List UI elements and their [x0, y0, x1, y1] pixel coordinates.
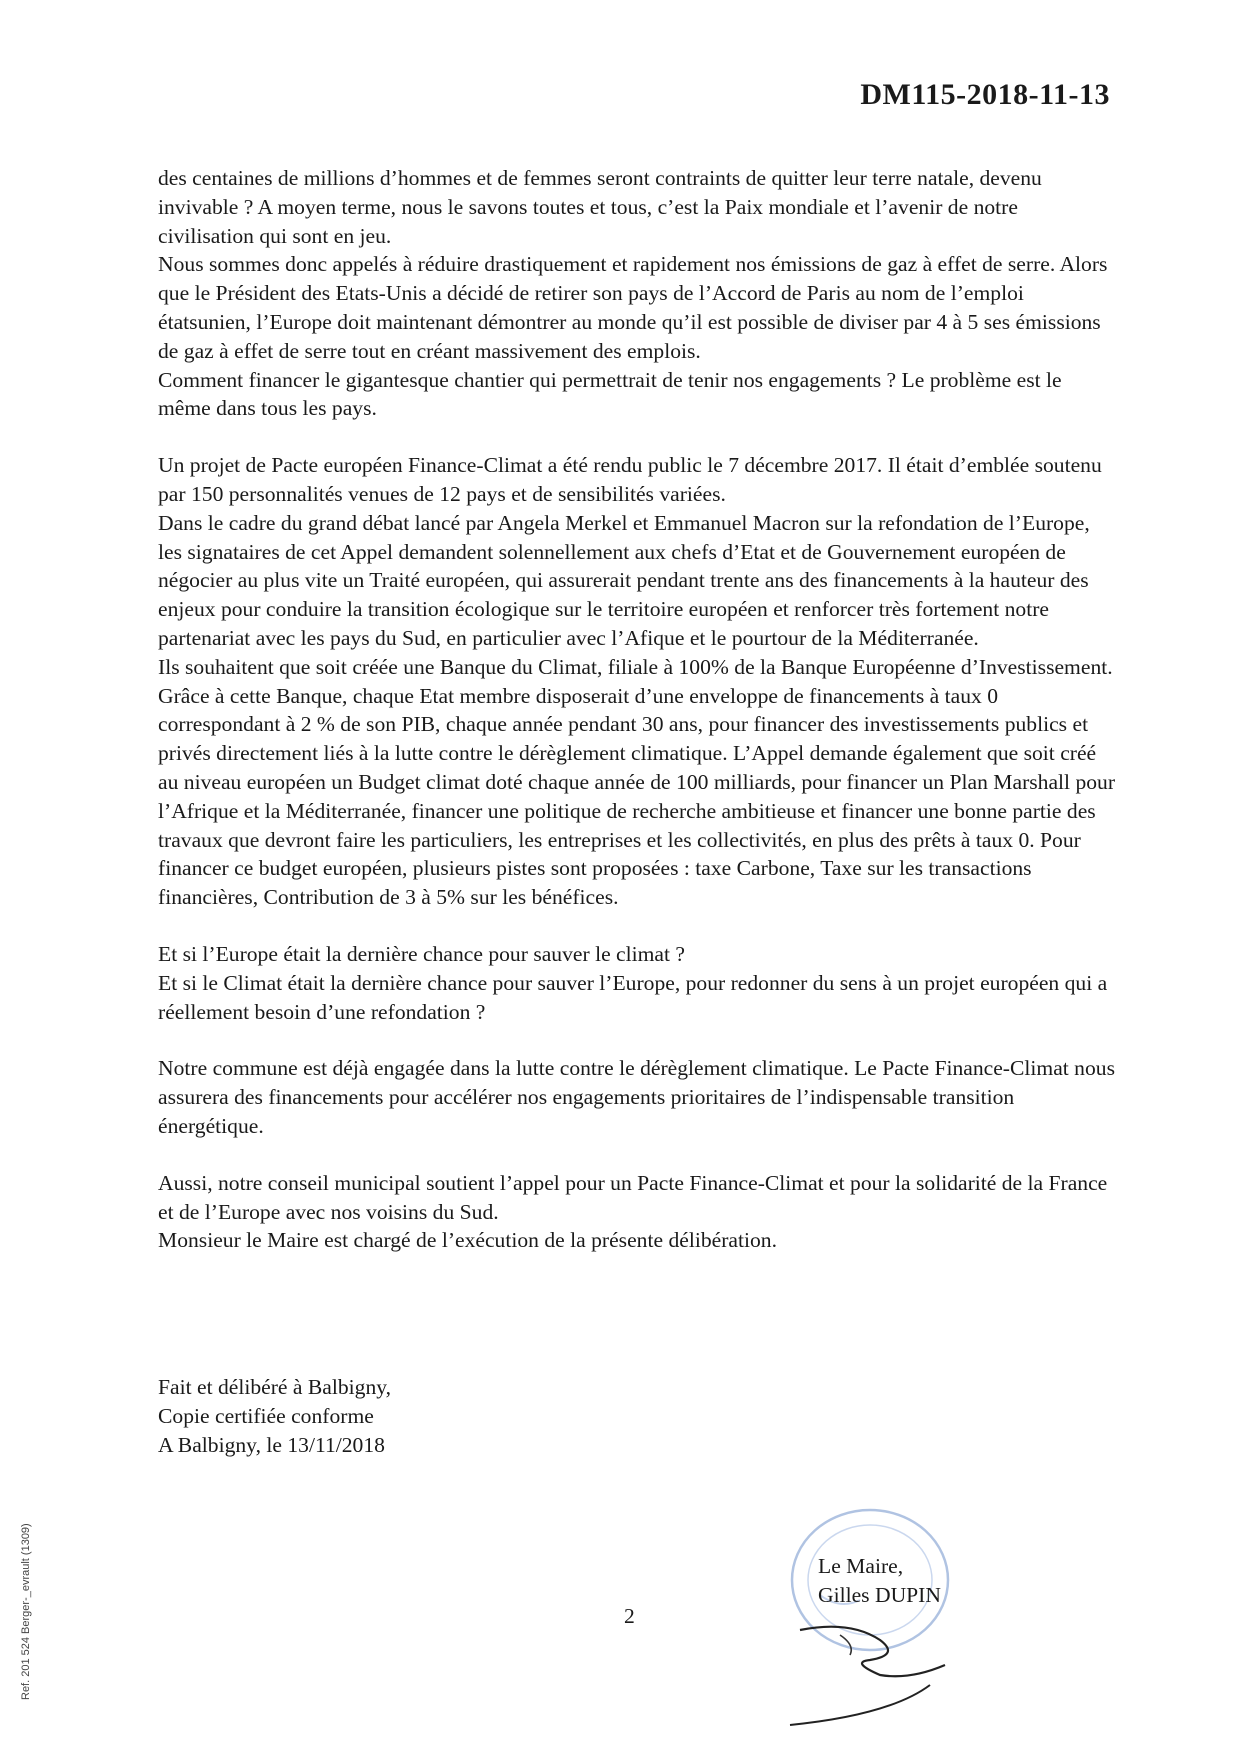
paragraph: Nous sommes donc appelés à réduire drastiquement et rapidement nos émissions de gaz à effet de serre. Alors que le Président des Etats-Unis a décidé de retirer son pays de l’Accord de Paris au nom de l’emploi étatsunien, l’Europe doit maintenant démontrer au monde qu’il est possible de diviser par 4 à 5 ses émissions de gaz à effet de serre tout en créant massivement des emplois. [158, 252, 1108, 363]
paragraph: Monsieur le Maire est chargé de l’exécution de la présente délibération. [158, 1228, 777, 1253]
closing-line: A Balbigny, le 13/11/2018 [158, 1433, 385, 1457]
closing-line: Fait et délibéré à Balbigny, [158, 1375, 392, 1399]
paragraph: Un projet de Pacte européen Finance-Climat a été rendu public le 7 décembre 2017. Il était d’emblée soutenu par 150 personnalités venues de 12 pays et de sensibilités variées. [158, 453, 1102, 506]
document-reference: DM115-2018-11-13 [860, 78, 1110, 111]
signature-name: Gilles DUPIN [818, 1583, 941, 1607]
closing-block [158, 1373, 391, 1460]
page-number: 2 [624, 1604, 635, 1628]
paragraph: Et si le Climat était la dernière chance pour sauver l’Europe, pour redonner du sens à un projet européen qui a réellement besoin d’une refondation ? [158, 970, 1108, 1024]
body-text [158, 164, 1118, 1255]
signature-title: Le Maire, [818, 1554, 904, 1578]
paragraph: Ils souhaitent que soit créée une Banque du Climat, filiale à 100% de la Banque Européenne d’Investissement. Grâce à cette Banque, chaque Etat membre disposerait d’une enveloppe de financements à taux 0 correspondant à 2 % de son PIB, chaque année pendant 30 ans, pour financer des investissements publics et privés directement liés à la lutte contre le dérèglement climatique. L’Appel demande également que soit créé au niveau européen un Budget climat doté chaque année de 100 milliards, pour financer un Plan Marshall pour l’Afrique et la Méditerranée, financer une politique de recherche ambitieuse et financer une bonne partie des travaux que devront faire les particuliers, les entreprises et les collectivités, en plus des prêts à taux 0. Pour financer ce budget européen, plusieurs pistes sont proposées : taxe Carbone, Taxe sur les transactions financières, Contribution de 3 à 5% sur les bénéfices. [158, 654, 1116, 910]
paragraph: Notre commune est déjà engagée dans la lutte contre le dérèglement climatique. Le Pacte Finance-Climat nous assurera des financements pour accélérer nos engagements prioritaires de l’indispensable transition énergétique. [158, 1056, 1115, 1138]
handwritten-signature-icon [780, 1600, 980, 1730]
side-reference: Ref. 201 524 Berger-_evrault (1309) [20, 1523, 32, 1700]
paragraph: Et si l’Europe était la dernière chance pour sauver le climat ? [158, 941, 686, 966]
closing-line: Copie certifiée conforme [158, 1404, 374, 1428]
paragraph: Comment financer le gigantesque chantier qui permettrait de tenir nos engagements ? Le problème est le même dans tous les pays. [158, 367, 1062, 421]
paragraph: Aussi, notre conseil municipal soutient l’appel pour un Pacte Finance-Climat et pour la solidarité de la France et de l’Europe avec nos voisins du Sud. [158, 1170, 1108, 1224]
paragraph: Dans le cadre du grand débat lancé par Angela Merkel et Emmanuel Macron sur la refondation de l’Europe, les signataires de cet Appel demandent solennellement aux chefs d’Etat et de Gouvernement européen de négocier au plus vite un Traité européen, qui assurerait pendant trente ans des financements à la hauteur des enjeux pour conduire la transition écologique sur le territoire européen et renforcer très fortement notre partenariat avec les pays du Sud, en particulier avec l’Afique et le pourtour de la Méditerranée. [158, 510, 1090, 650]
paragraph: des centaines de millions d’hommes et de femmes seront contraints de quitter leur terre natale, devenu invivable ? A moyen terme, nous le savons toutes et tous, c’est la Paix mondiale et l’avenir de notre civilisation qui sont en jeu. [158, 166, 1042, 248]
